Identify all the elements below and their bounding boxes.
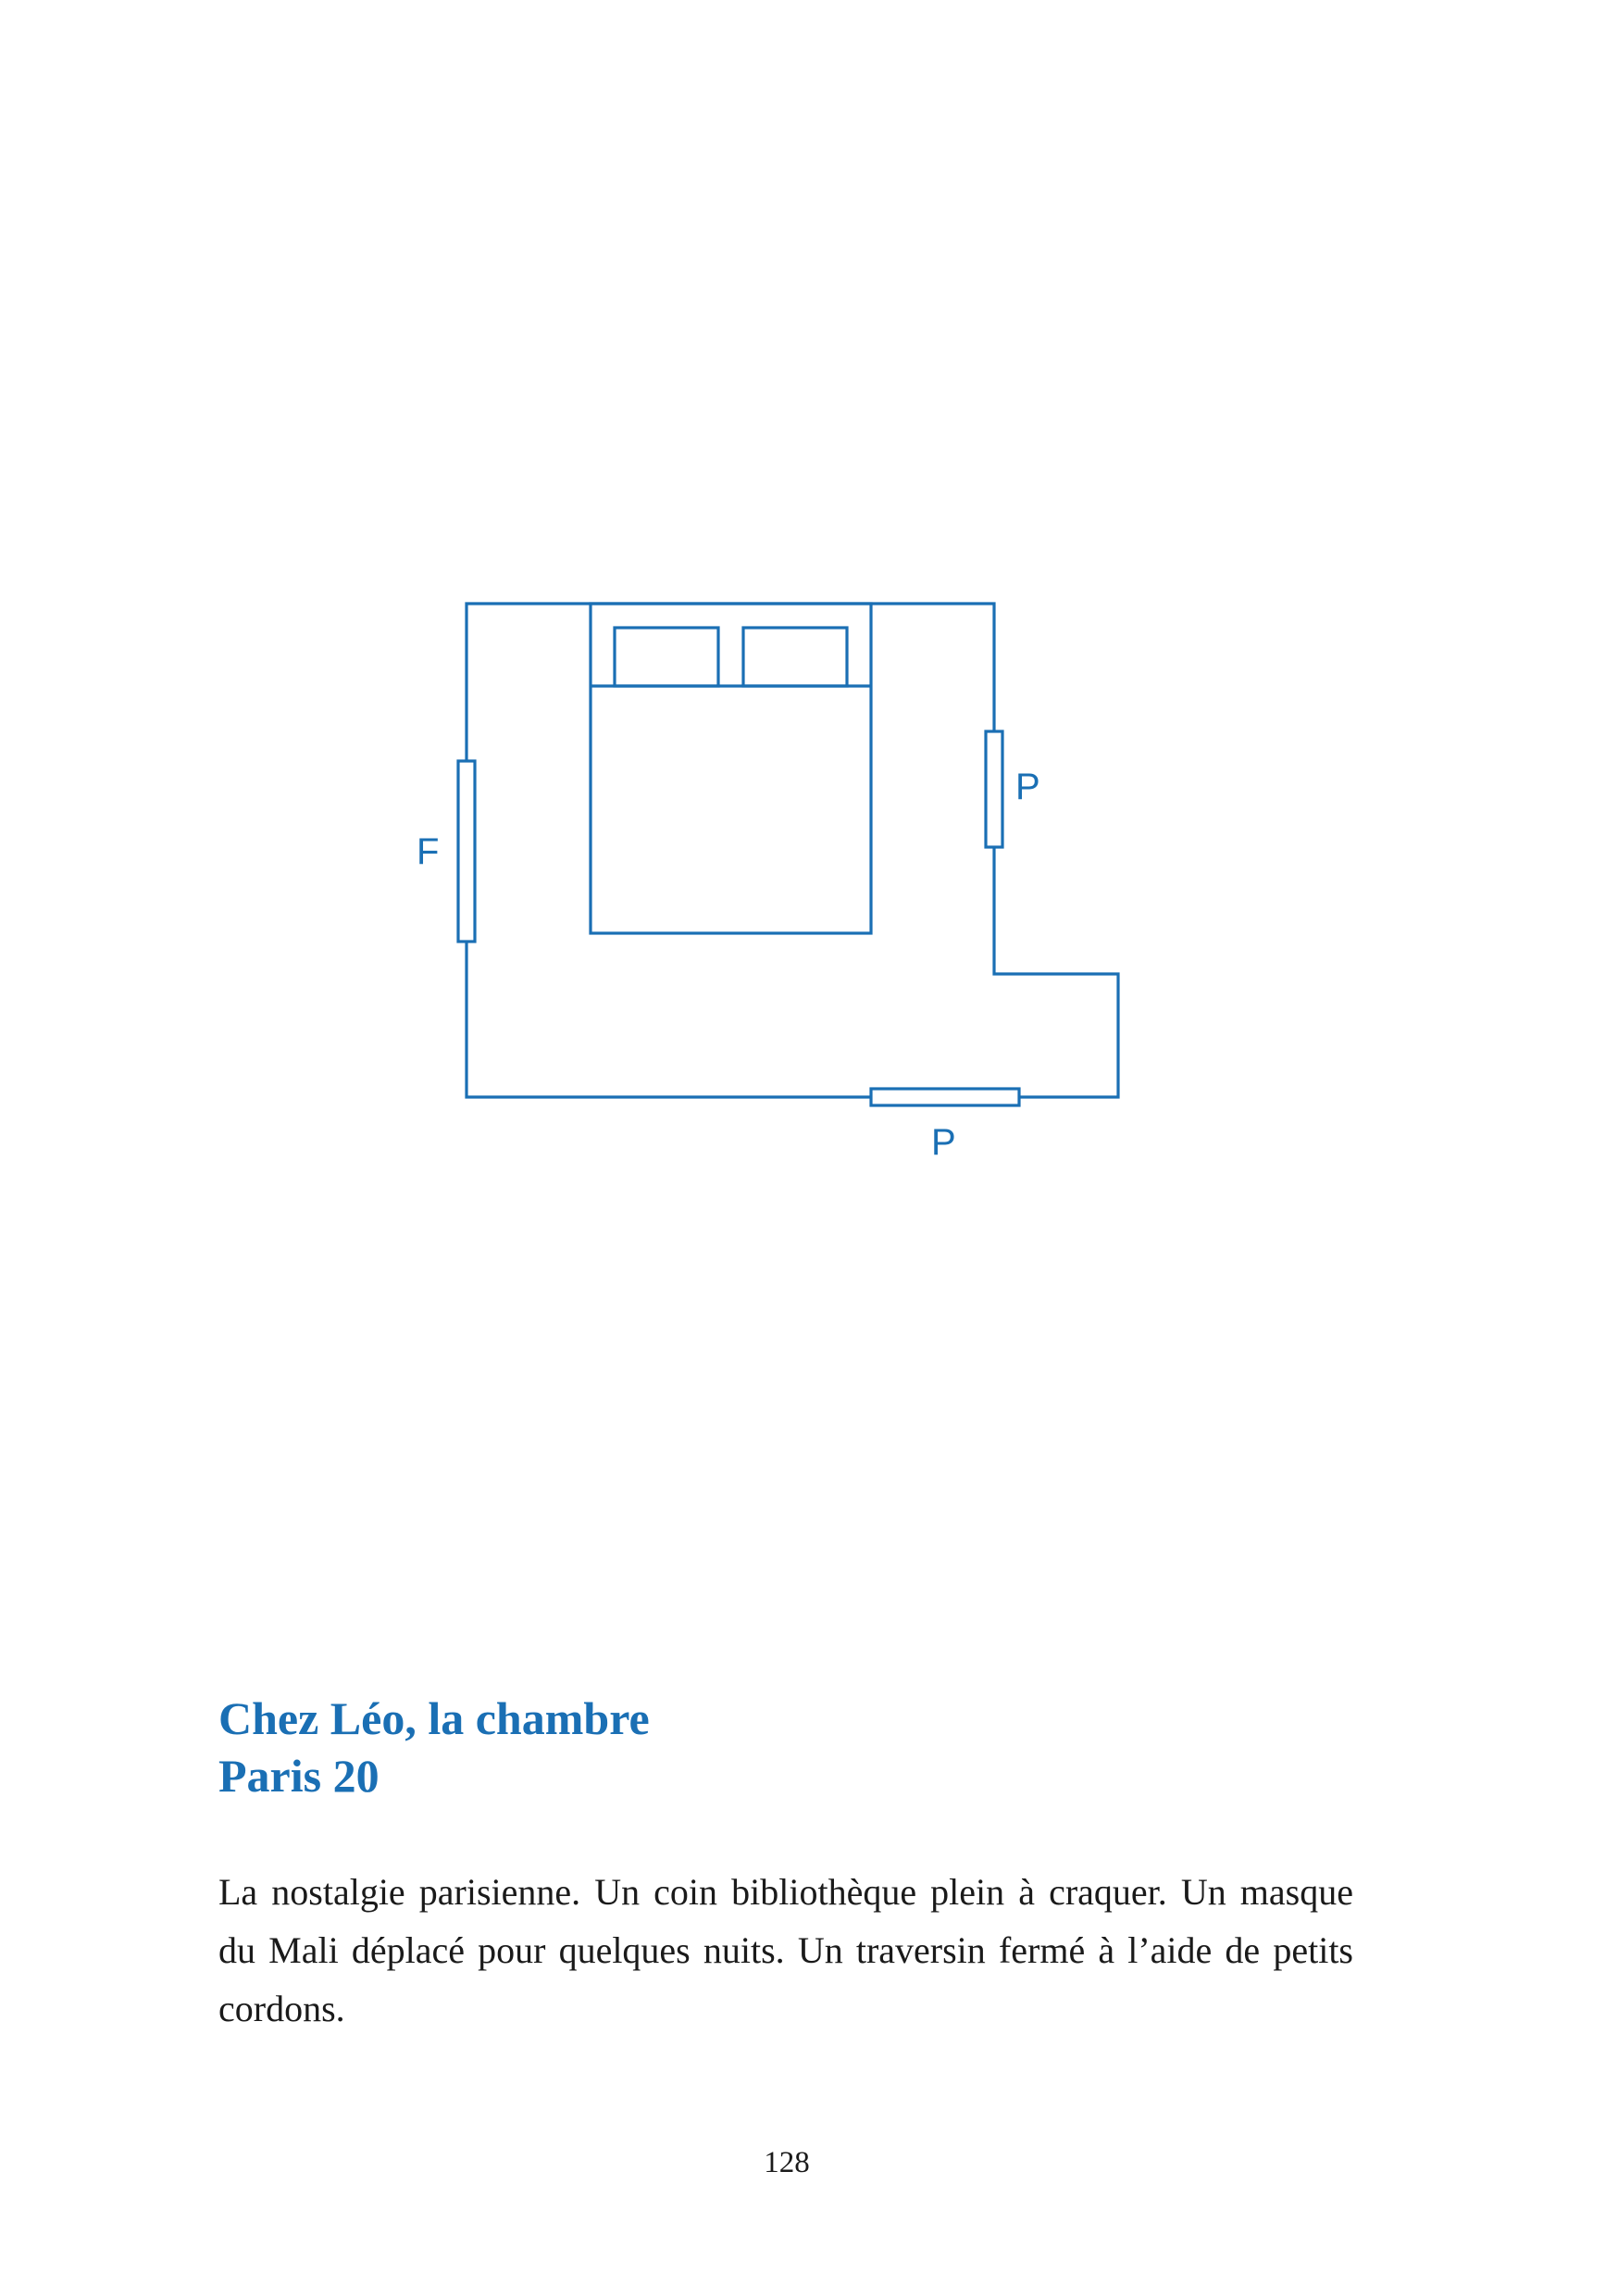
window-label: F xyxy=(417,831,440,872)
door-right-opening xyxy=(986,731,1002,847)
bed-frame xyxy=(591,604,871,933)
caption-title-line-1: Chez Léo, la chambre xyxy=(218,1692,650,1744)
room-walls xyxy=(467,604,1118,1097)
caption-title xyxy=(218,1690,650,1804)
body-paragraph: La nostalgie parisienne. Un coin bibliothèque plein à craquer. Un masque du Mali déplacé pour quelques nuits. Un traversin fermé à l’aide de petits cordons. xyxy=(218,1871,1353,2029)
door-bottom-opening xyxy=(871,1089,1019,1105)
door-right-label: P xyxy=(1015,767,1040,807)
caption-title-line-2: Paris 20 xyxy=(218,1750,380,1802)
pillow-left xyxy=(615,628,718,686)
door-bottom-label: P xyxy=(931,1122,956,1163)
window-opening xyxy=(458,761,475,942)
page-number: 128 xyxy=(764,2146,810,2179)
pillow-right xyxy=(743,628,847,686)
